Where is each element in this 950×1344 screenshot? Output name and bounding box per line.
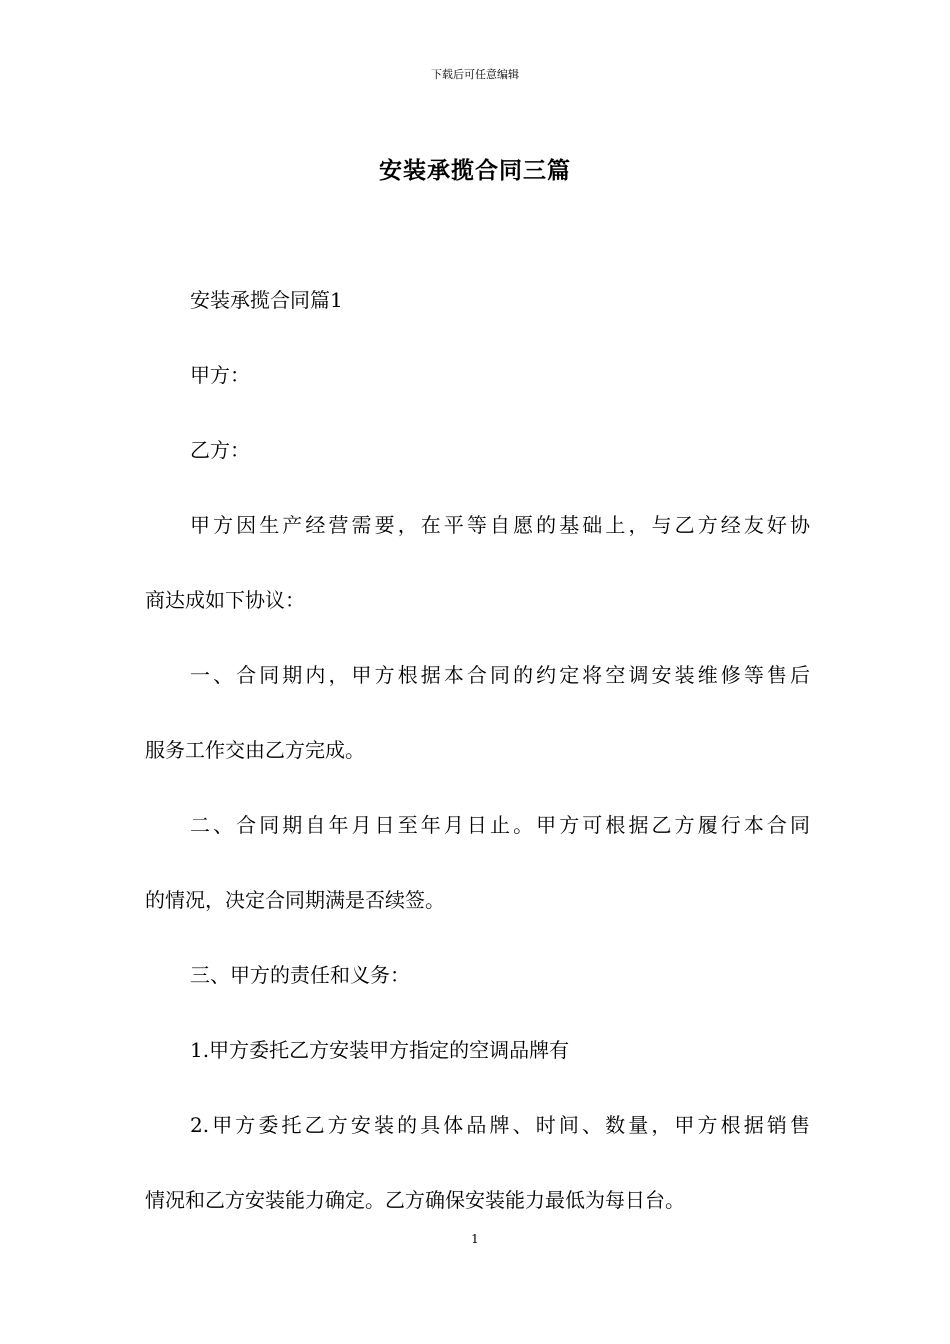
party-b-line: 乙方： bbox=[190, 438, 250, 462]
party-a-line: 甲方： bbox=[190, 363, 250, 387]
paragraph-line: 服务工作交由乙方完成。 bbox=[145, 738, 365, 762]
paragraph-line: 一、合同期内，甲方根据本合同的约定将空调安装维修等售后 bbox=[190, 663, 810, 687]
document-title: 安装承揽合同三篇 bbox=[379, 157, 571, 184]
paragraph-line: 商达成如下协议： bbox=[145, 588, 305, 612]
paragraph-line: 2.甲方委托乙方安装的具体品牌、时间、数量，甲方根据销售 bbox=[190, 1113, 810, 1137]
paragraph-line: 三、甲方的责任和义务： bbox=[190, 963, 410, 987]
paragraph-line: 1.甲方委托乙方安装甲方指定的空调品牌有 bbox=[190, 1038, 570, 1062]
paragraph-line: 情况和乙方安装能力确定。乙方确保安装能力最低为每日台。 bbox=[145, 1188, 685, 1212]
page-number: 1 bbox=[471, 1232, 479, 1246]
paragraph-line: 甲方因生产经营需要，在平等自愿的基础上，与乙方经友好协 bbox=[190, 513, 810, 537]
header-note: 下载后可任意编辑 bbox=[431, 68, 519, 81]
paragraph-line: 的情况，决定合同期满是否续签。 bbox=[145, 888, 445, 912]
paragraph-line: 二、合同期自年月日至年月日止。甲方可根据乙方履行本合同 bbox=[190, 813, 810, 837]
section-heading: 安装承揽合同篇1 bbox=[190, 288, 343, 312]
